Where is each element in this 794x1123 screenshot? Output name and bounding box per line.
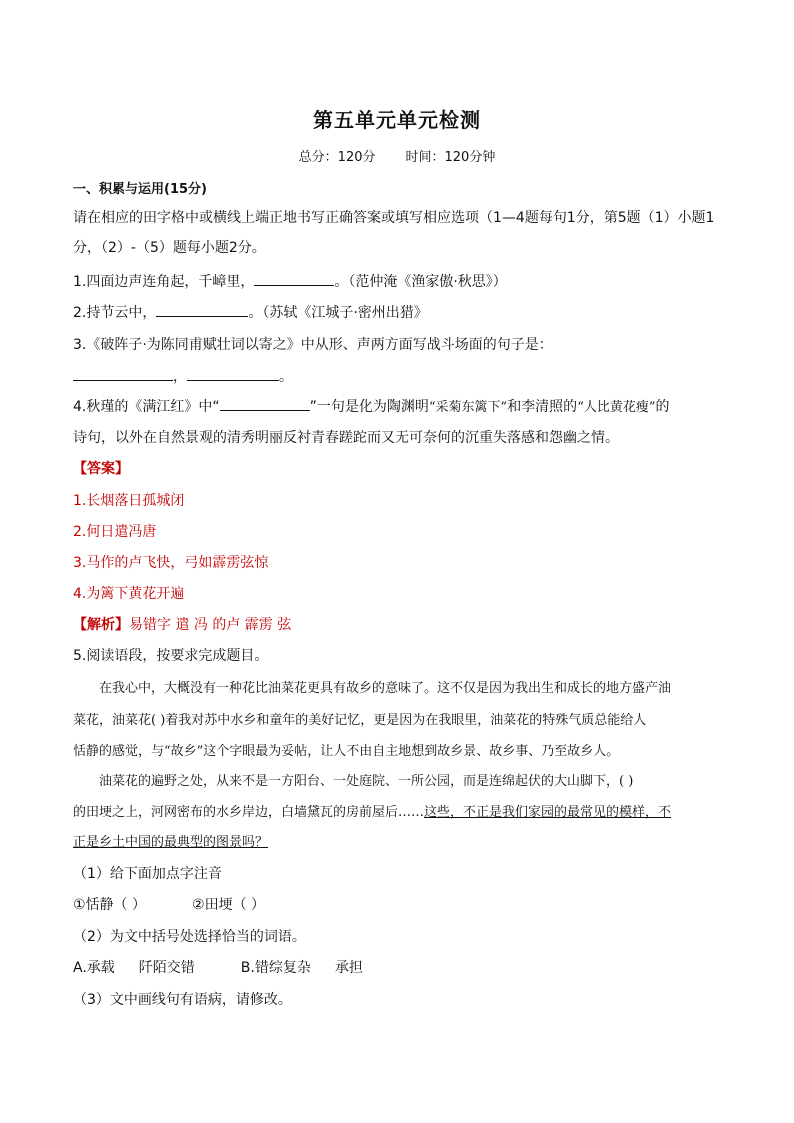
passage-line: 油菜花的遍野之处，从来不是一方阳台、一处庭院、一所公园，而是连绵起伏的大山脚下，( ) [99, 774, 634, 789]
answer-blank[interactable] [254, 271, 334, 286]
sub-question-3: （3）文中画线句有语病，请修改。 [73, 992, 292, 1008]
answer-blank[interactable] [73, 366, 173, 381]
option-b: B.错综复杂 [240, 960, 311, 976]
passage-line [73, 801, 723, 820]
analysis [73, 614, 733, 634]
answer-label: 【答案】 [73, 461, 129, 477]
answer-blank[interactable] [156, 302, 248, 317]
answer-4: 4.为篱下黄花开遍 [73, 586, 185, 602]
passage-line: 恬静的感觉，与“故乡”这个字眼最为妥帖，让人不由自主地想到故乡景、故乡事、乃至故乡人。 [73, 744, 620, 759]
question-1-prefix: 1.四面边声连角起，千嶂里， [73, 274, 255, 290]
question-1-suffix: 。（范仲淹《渔家傲·秋思》） [334, 274, 507, 290]
passage-line: 菜花，油菜花( )着我对苏中水乡和童年的美好记忆，更是因为在我眼里，油菜花的特殊气质总能给人 [73, 713, 647, 728]
question-4 [73, 396, 733, 416]
sub-question-1-items [73, 894, 733, 914]
pinyin-item-2: ②田埂（ ） [192, 897, 266, 913]
sub-question-1: （1）给下面加点字注音 [73, 866, 222, 882]
answer-2: 2.何日遣冯唐 [73, 524, 157, 540]
total-score: 总分：120分 [298, 150, 376, 165]
pinyin-item-1: ①恬静（ ） [73, 897, 147, 913]
question-2-prefix: 2.持节云中， [73, 305, 157, 321]
section-heading: 一、积累与运用(15分) [73, 182, 207, 197]
time-limit: 时间：120分钟 [405, 150, 496, 165]
comma: ， [173, 369, 187, 385]
question-5: 5.阅读语段，按要求完成题目。 [73, 648, 269, 664]
analysis-text: 易错字 遣 冯 的卢 霹雳 弦 [129, 617, 292, 633]
page-title: 第五单元单元检测 [313, 108, 481, 132]
question-4-prefix: 4.秋瑾的《满江红》中“ [73, 399, 220, 415]
option-b-word: 承担 [334, 960, 363, 976]
question-4-line-2: 诗句，以外在自然景观的清秀明丽反衬青春蹉跎而又无可奈何的沉重失落感和怨幽之情。 [73, 430, 619, 446]
question-2-suffix: 。（苏轼《江城子·密州出猎》 [248, 305, 428, 321]
quote-2: “人比黄花瘦” [577, 400, 656, 415]
exam-meta [0, 146, 794, 165]
option-a: A.承载 [73, 960, 115, 976]
underlined-sentence: 正是乡土中国的最典型的图景吗？ [73, 835, 269, 850]
question-3: 3.《破阵子·为陈同甫赋壮词以寄之》中从形、声两方面写战斗场面的句子是： [73, 337, 553, 353]
question-2 [73, 302, 733, 322]
instructions-line-2: 分，（2）-（5）题每小题2分。 [73, 240, 266, 256]
sub-question-2: （2）为文中括号处选择恰当的词语。 [73, 929, 306, 945]
option-a-word: 阡陌交错 [138, 960, 195, 976]
underlined-sentence: 这些，不正是我们家园的最常见的模样，不 [424, 805, 672, 820]
answer-3: 3.马作的卢飞快，弓如霹雳弦惊 [73, 555, 269, 571]
analysis-label: 【解析】 [73, 617, 129, 633]
quote-1: “采菊东篱下” [428, 400, 508, 415]
question-4-middle: ”一句是化为陶渊明 [309, 399, 429, 415]
sub-question-2-options [73, 957, 733, 977]
passage-line: 在我心中，大概没有一种花比油菜花更具有故乡的意味了。这不仅是因为我出生和成长的地方盛产油 [99, 681, 672, 696]
question-1 [73, 271, 733, 291]
period: 。 [279, 369, 293, 385]
answer-blank[interactable] [220, 396, 310, 411]
question-3-blanks [73, 366, 733, 386]
passage-text: 的田埂之上，河网密布的水乡岸边，白墙黛瓦的房前屋后…… [73, 805, 425, 820]
question-4-mid: 和李清照的 [507, 399, 578, 415]
answer-blank[interactable] [187, 366, 279, 381]
answer-1: 1.长烟落日孤城闭 [73, 493, 185, 509]
question-4-tail: 的 [655, 399, 670, 415]
instructions-line-1: 请在相应的田字格中或横线上端正地书写正确答案或填写相应选项（1—4题每句1分，第5题（1）小题1 [73, 210, 715, 226]
